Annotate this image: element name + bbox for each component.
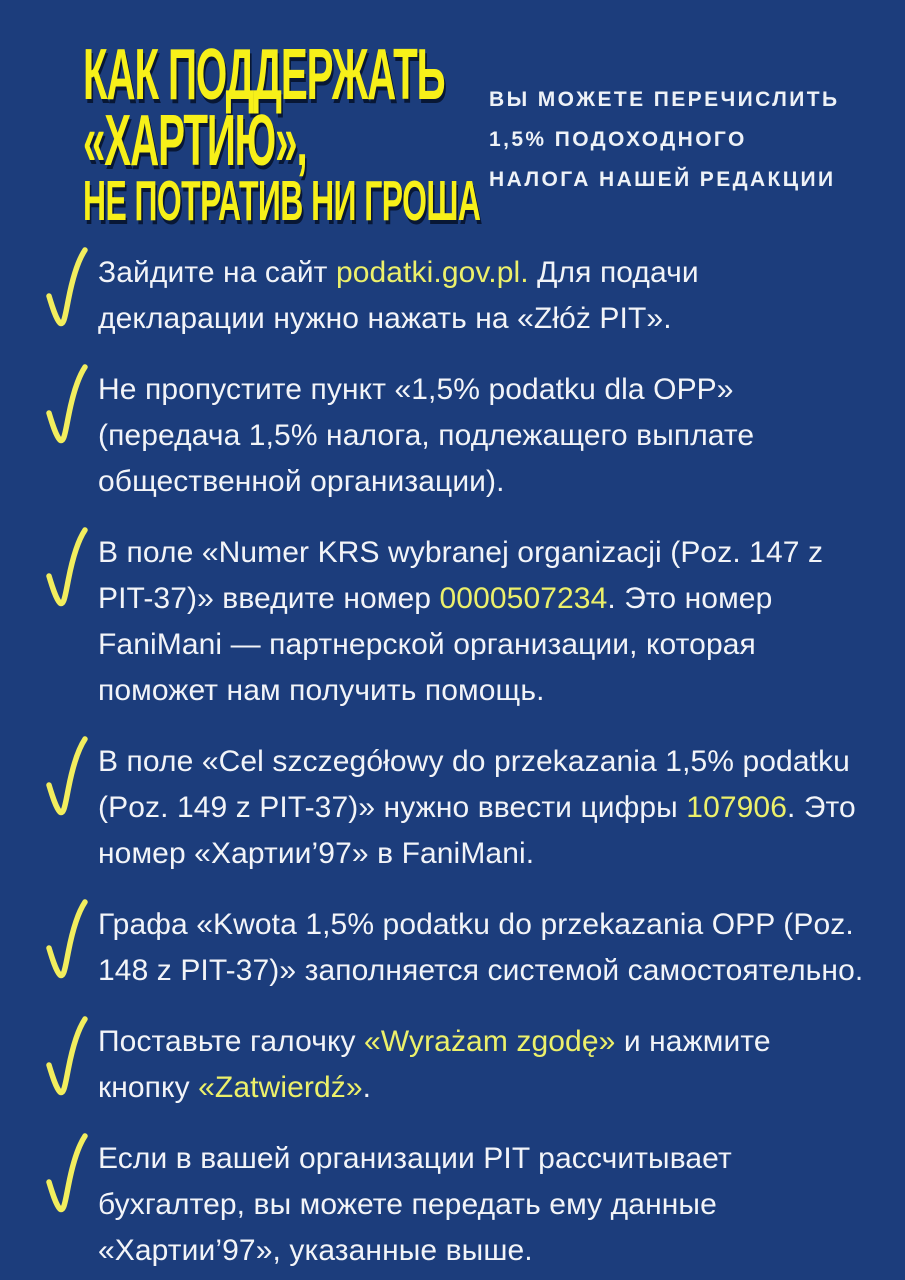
highlight-value: 107906 [686,791,788,824]
checkmark-icon [44,363,88,447]
checklist-item [44,1136,866,1274]
title-line-2: «ХАРТИЮ», [83,101,307,181]
highlight-value: 0000507234 [439,582,608,615]
checklist-item [44,739,866,877]
podatki-link[interactable]: podatki.gov.pl. [335,256,529,289]
checklist-item-text [98,250,864,342]
highlight-value: «Zatwierdź» [198,1071,363,1104]
text-segment: Зайдите на сайт [98,256,336,289]
checklist-item [44,902,866,994]
header-note-line-2: 1,5% ПОДОХОДНОГО [489,128,747,151]
checklist [44,250,866,1280]
text-segment: В поле «Cel szczegółowy do przekazania 1,5% podatku (Poz. 149 z PIT-37)» нужно ввести цифры [98,745,850,824]
checklist-item-text [98,1136,864,1274]
checkmark-icon [44,1015,88,1099]
header-note [489,80,889,200]
checkmark-icon [44,898,88,982]
checkmark-icon [44,1132,88,1216]
checklist-item-text [98,739,864,877]
text-segment: и нажмите кнопку [98,1025,771,1104]
checkmark-icon [44,246,88,330]
checklist-item-text [98,530,864,714]
text-segment: Не пропустите пункт «1,5% podatku dla OPP» (передача 1,5% налога, подлежащего выплате общественной организации). [98,373,755,498]
checklist-item [44,530,866,714]
title-line-3: НЕ ПОТРАТИВ НИ ГРОША [83,169,481,233]
checklist-item [44,367,866,505]
title-line-1: КАК ПОДДЕРЖАТЬ [83,35,445,115]
page-title [83,35,503,233]
checklist-item-text [98,367,864,505]
highlight-value: «Wyrażam zgodę» [364,1025,616,1058]
text-segment: . Это номер «Хартии’97» в FaniMani. [98,791,856,870]
text-segment: Поставьте галочку [98,1025,365,1058]
checkmark-icon [44,526,88,610]
checklist-item-text [98,902,864,994]
text-segment: Если в вашей организации PIT рассчитывает бухгалтер, вы можете передать ему данные «Хартии’97», указанные выше. [98,1142,732,1267]
checklist-item [44,250,866,342]
checklist-item [44,1019,866,1111]
header-note-line-1: ВЫ МОЖЕТЕ ПЕРЕЧИСЛИТЬ [489,88,840,111]
text-segment: . Это номер FaniMani — партнерской организации, которая поможет нам получить помощь. [98,582,773,707]
header-note-line-3: НАЛОГА НАШЕЙ РЕДАКЦИИ [489,168,836,191]
text-segment: В поле «Numer KRS wybranej organizacji (Poz. 147 z PIT-37)» введите номер [98,536,824,615]
text-segment: Для подачи декларации нужно нажать на «Złóż PIT». [98,256,699,335]
text-segment: . [362,1071,372,1104]
checkmark-icon [44,735,88,819]
text-segment: Графа «Kwota 1,5% podatku do przekazania OPP (Poz. 148 z PIT-37)» заполняется системой самостоятельно. [98,908,864,987]
checklist-item-text [98,1019,864,1111]
